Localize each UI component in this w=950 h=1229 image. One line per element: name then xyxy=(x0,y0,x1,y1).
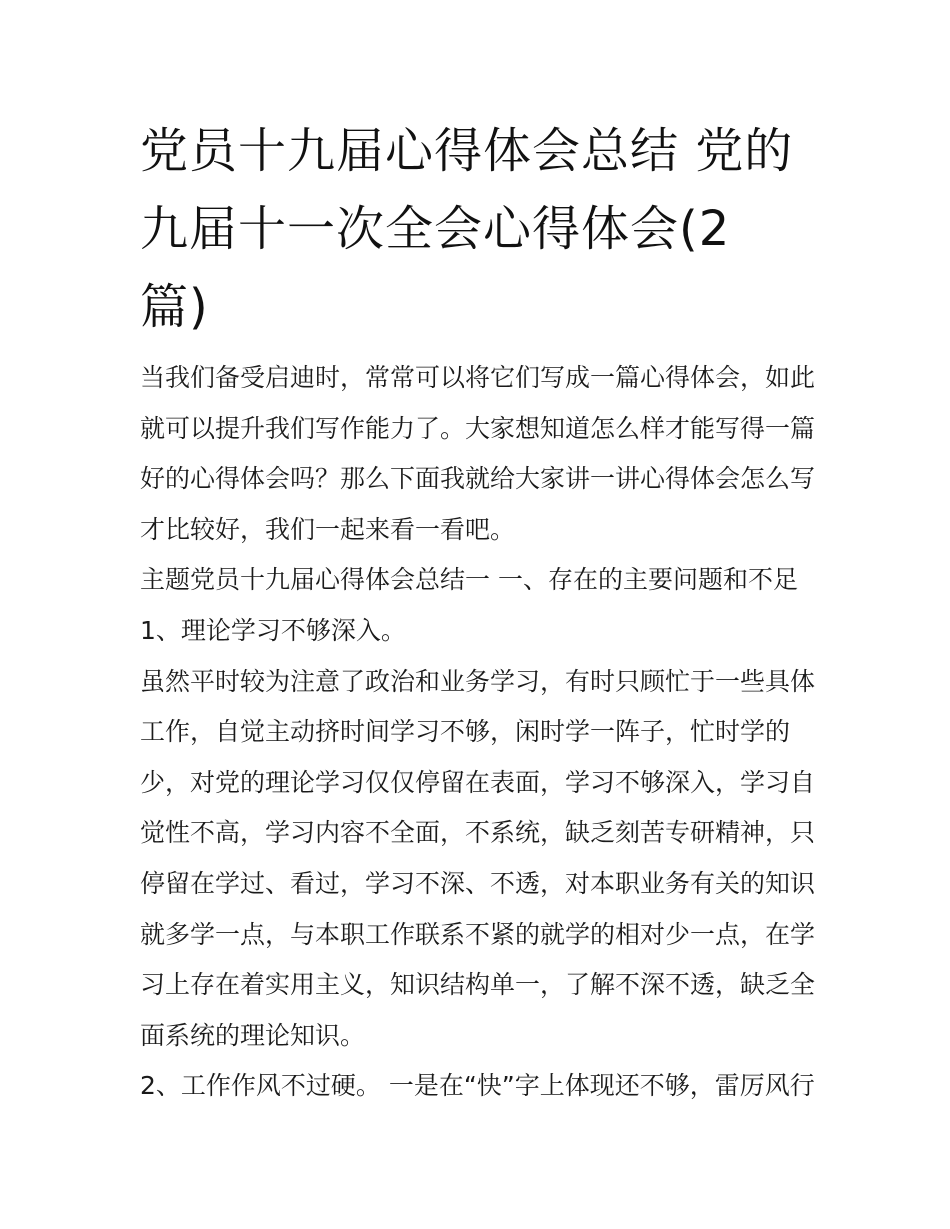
body-line-8: 工作，自觉主动挤时间学习不够，闲时学一阵子，忙时学的 xyxy=(140,717,791,746)
body-line-9: 少，对党的理论学习仅仅停留在表面，学习不够深入，学习自 xyxy=(140,768,816,797)
body-line-7: 虽然平时较为注意了政治和业务学习，有时只顾忙于一些具体 xyxy=(140,667,816,696)
title-line-2: 九届十一次全会心得体会(2 xyxy=(140,201,731,257)
title-line-1: 党员十九届心得体会总结 党的 xyxy=(140,123,794,179)
body-line-14: 面系统的理论知识。 xyxy=(140,1021,366,1050)
list-item-heading-2: 2、工作作风不过硬。 一是在“快”字上体现还不够，雷厉风行 xyxy=(140,1071,815,1100)
body-line-13: 习上存在着实用主义，知识结构单一，了解不深不透，缺乏全 xyxy=(140,970,816,999)
section-heading: 主题党员十九届心得体会总结一 一、存在的主要问题和不足 xyxy=(140,565,798,594)
body-line-3: 好的心得体会吗？那么下面我就给大家讲一讲心得体会怎么写 xyxy=(140,464,816,493)
list-item-heading-1: 1、理论学习不够深入。 xyxy=(140,616,406,645)
page-title xyxy=(140,112,820,346)
body-line-4: 才比较好，我们一起来看一看吧。 xyxy=(140,515,516,544)
body-line-10: 觉性不高，学习内容不全面，不系统，缺乏刻苦专研精神，只 xyxy=(140,818,816,847)
title-line-3: 篇) xyxy=(140,279,209,335)
body-line-1: 当我们备受启迪时，常常可以将它们写成一篇心得体会，如此 xyxy=(140,363,816,392)
body-line-12: 就多学一点，与本职工作联系不紧的就学的相对少一点，在学 xyxy=(140,920,816,949)
body-line-11: 停留在学过、看过，学习不深、不透，对本职业务有关的知识 xyxy=(140,869,816,898)
body-line-2: 就可以提升我们写作能力了。大家想知道怎么样才能写得一篇 xyxy=(140,414,816,443)
